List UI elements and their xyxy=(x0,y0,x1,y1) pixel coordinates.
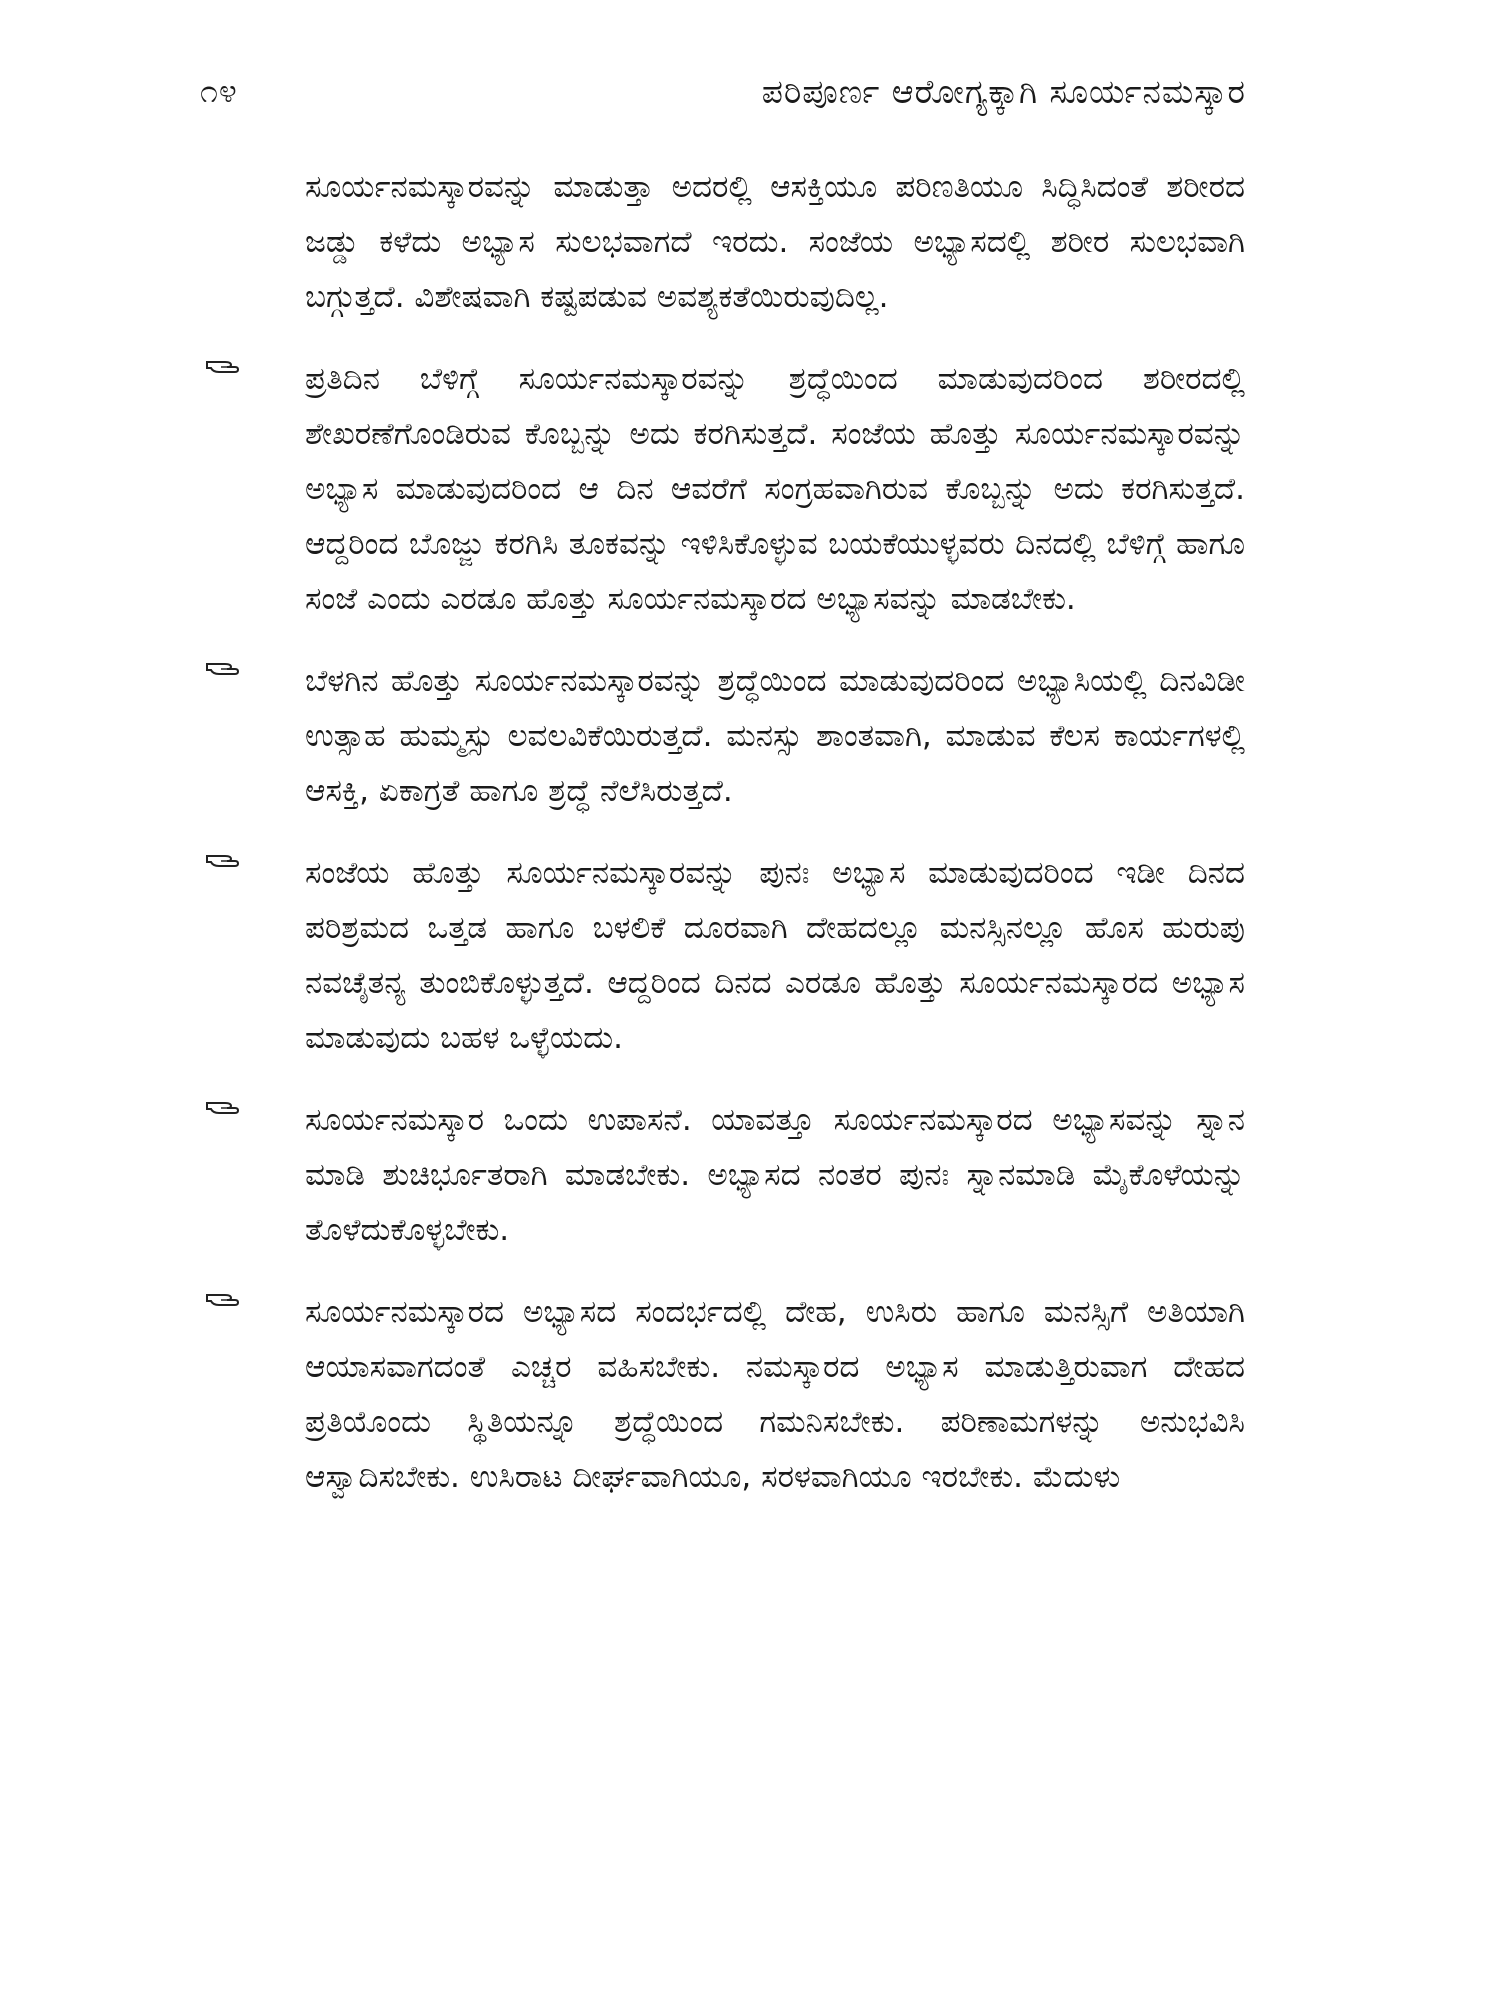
pointing-hand-icon xyxy=(205,848,241,872)
bullet-text: ಪ್ರತಿದಿನ ಬೆಳಿಗ್ಗೆ ಸೂರ್ಯನಮಸ್ಕಾರವನ್ನು ಶ್ರದ್ಧೆಯಿಂದ ಮಾಡುವುದರಿಂದ ಶರೀರದಲ್ಲಿ ಶೇಖರಣೆಗೊಂಡಿರುವ ಕೊಬ್ಬನ್ನು ಅದು ಕರಗಿಸುತ್ತದೆ. ಸಂಜೆಯ ಹೊತ್ತು ಸೂರ್ಯನಮಸ್ಕಾರವನ್ನು ಅಭ್ಯಾಸ ಮಾಡುವುದರಿಂದ ಆ ದಿನ ಆವರೆಗೆ ಸಂಗ್ರಹವಾಗಿರುವ ಕೊಬ್ಬನ್ನು ಅದು ಕರಗಿಸುತ್ತದೆ. ಆದ್ದರಿಂದ ಬೊಜ್ಜು ಕರಗಿಸಿ ತೂಕವನ್ನು ಇಳಿಸಿಕೊಳ್ಳುವ ಬಯಕೆಯುಳ್ಳವರು ದಿನದಲ್ಲಿ ಬೆಳಿಗ್ಗೆ ಹಾಗೂ ಸಂಜೆ ಎಂದು ಎರಡೂ ಹೊತ್ತು ಸೂರ್ಯನಮಸ್ಕಾರದ ಅಭ್ಯಾಸವನ್ನು ಮಾಡಬೇಕು. xyxy=(305,361,1245,617)
running-title: ಪರಿಪೂರ್ಣ ಆರೋಗ್ಯಕ್ಕಾಗಿ ಸೂರ್ಯನಮಸ್ಕಾರ xyxy=(761,72,1246,111)
bullet-text: ಸೂರ್ಯನಮಸ್ಕಾರ ಒಂದು ಉಪಾಸನೆ. ಯಾವತ್ತೂ ಸೂರ್ಯನಮಸ್ಕಾರದ ಅಭ್ಯಾಸವನ್ನು ಸ್ನಾನ ಮಾಡಿ ಶುಚಿರ್ಭೂತರಾಗಿ ಮಾಡಬೇಕು. ಅಭ್ಯಾಸದ ನಂತರ ಪುನಃ ಸ್ನಾನಮಾಡಿ ಮೈಕೊಳೆಯನ್ನು ತೊಳೆದುಕೊಳ್ಳಬೇಕು. xyxy=(305,1102,1245,1248)
bullet-item xyxy=(305,352,1245,627)
bullet-text: ಸೂರ್ಯನಮಸ್ಕಾರದ ಅಭ್ಯಾಸದ ಸಂದರ್ಭದಲ್ಲಿ ದೇಹ, ಉಸಿರು ಹಾಗೂ ಮನಸ್ಸಿಗೆ ಅತಿಯಾಗಿ ಆಯಾಸವಾಗದಂತೆ ಎಚ್ಚರ ವಹಿಸಬೇಕು. ನಮಸ್ಕಾರದ ಅಭ್ಯಾಸ ಮಾಡುತ್ತಿರುವಾಗ ದೇಹದ ಪ್ರತಿಯೊಂದು ಸ್ಥಿತಿಯನ್ನೂ ಶ್ರದ್ಧೆಯಿಂದ ಗಮನಿಸಬೇಕು. ಪರಿಣಾಮಗಳನ್ನು ಅನುಭವಿಸಿ ಆಸ್ವಾದಿಸಬೇಕು. ಉಸಿರಾಟ ದೀರ್ಘವಾಗಿಯೂ, ಸರಳವಾಗಿಯೂ ಇರಬೇಕು. ಮೆದುಳು xyxy=(305,1294,1245,1495)
intro-paragraph: ಸೂರ್ಯನಮಸ್ಕಾರವನ್ನು ಮಾಡುತ್ತಾ ಅದರಲ್ಲಿ ಆಸಕ್ತಿಯೂ ಪರಿಣತಿಯೂ ಸಿದ್ಧಿಸಿದಂತೆ ಶರೀರದ ಜಡ್ಡು ಕಳೆದು ಅಭ್ಯಾಸ ಸುಲಭವಾಗದೆ ಇರದು. ಸಂಜೆಯ ಅಭ್ಯಾಸದಲ್ಲಿ ಶರೀರ ಸುಲಭವಾಗಿ ಬಗ್ಗುತ್ತದೆ. ವಿಶೇಷವಾಗಿ ಕಷ್ಟಪಡುವ ಅವಶ್ಯಕತೆಯಿರುವುದಿಲ್ಲ. xyxy=(305,169,1245,315)
bullet-item xyxy=(305,1093,1245,1258)
pointing-hand-icon xyxy=(205,354,241,378)
bullet-item xyxy=(305,1285,1245,1505)
pointing-hand-icon xyxy=(205,1287,241,1311)
bullet-text: ಸಂಜೆಯ ಹೊತ್ತು ಸೂರ್ಯನಮಸ್ಕಾರವನ್ನು ಪುನಃ ಅಭ್ಯಾಸ ಮಾಡುವುದರಿಂದ ಇಡೀ ದಿನದ ಪರಿಶ್ರಮದ ಒತ್ತಡ ಹಾಗೂ ಬಳಲಿಕೆ ದೂರವಾಗಿ ದೇಹದಲ್ಲೂ ಮನಸ್ಸಿನಲ್ಲೂ ಹೊಸ ಹುರುಪು ನವಚೈತನ್ಯ ತುಂಬಿಕೊಳ್ಳುತ್ತದೆ. ಆದ್ದರಿಂದ ದಿನದ ಎರಡೂ ಹೊತ್ತು ಸೂರ್ಯನಮಸ್ಕಾರದ ಅಭ್ಯಾಸ ಮಾಡುವುದು ಬಹಳ ಒಳ್ಳೆಯದು. xyxy=(305,855,1245,1056)
bullet-text: ಬೆಳಗಿನ ಹೊತ್ತು ಸೂರ್ಯನಮಸ್ಕಾರವನ್ನು ಶ್ರದ್ಧೆಯಿಂದ ಮಾಡುವುದರಿಂದ ಅಭ್ಯಾಸಿಯಲ್ಲಿ ದಿನವಿಡೀ ಉತ್ಸಾಹ ಹುಮ್ಮಸ್ಸು ಲವಲವಿಕೆಯಿರುತ್ತದೆ. ಮನಸ್ಸು ಶಾಂತವಾಗಿ, ಮಾಡುವ ಕೆಲಸ ಕಾರ್ಯಗಳಲ್ಲಿ ಆಸಕ್ತಿ, ಏಕಾಗ್ರತೆ ಹಾಗೂ ಶ್ರದ್ಧೆ ನೆಲೆಸಿರುತ್ತದೆ. xyxy=(305,663,1245,809)
pointing-hand-icon xyxy=(205,656,241,680)
page-header xyxy=(200,68,1246,128)
page-number: ೧೪ xyxy=(200,72,238,110)
bullet-item xyxy=(305,654,1245,819)
bullet-item xyxy=(305,846,1245,1066)
page-body xyxy=(305,160,1245,1532)
pointing-hand-icon xyxy=(205,1095,241,1119)
